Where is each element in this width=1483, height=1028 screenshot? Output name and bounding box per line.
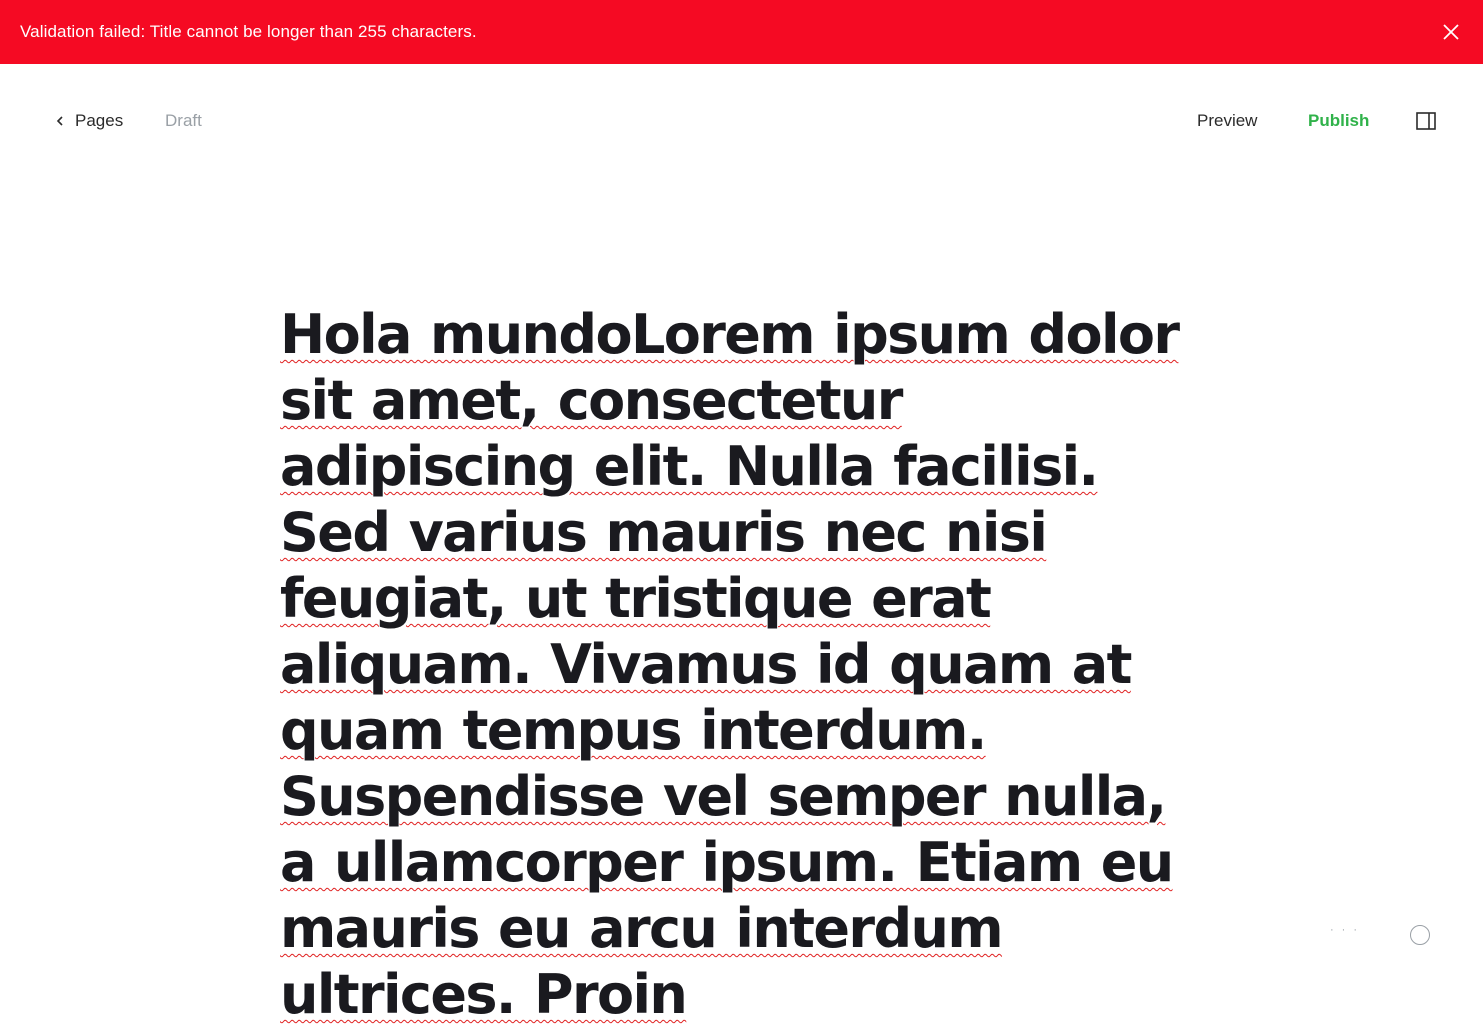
help-icon[interactable] <box>1410 925 1430 945</box>
editor-header <box>0 64 1483 180</box>
more-options-icon[interactable]: ··· <box>1330 924 1365 936</box>
preview-button[interactable]: Preview <box>1197 111 1258 130</box>
back-link-label: Pages <box>75 111 124 130</box>
chevron-left-icon <box>55 114 65 128</box>
error-message: Validation failed: Title cannot be longer than 255 characters. <box>20 22 477 41</box>
close-icon[interactable] <box>1441 22 1461 42</box>
validation-error-banner <box>0 0 1483 64</box>
title-editor[interactable] <box>280 302 1210 1026</box>
sidebar-panel-icon[interactable] <box>1416 112 1436 130</box>
publish-button[interactable]: Publish <box>1308 111 1370 130</box>
back-to-pages-link[interactable] <box>55 111 123 131</box>
post-title-input[interactable]: Hola mundoLorem ipsum dolor sit amet, consectetur adipiscing elit. Nulla facilisi. Sed varius mauris nec nisi feugiat, ut tristique erat aliquam. Vivamus id quam at quam tempus interdum. Suspendisse vel semper nulla, a ullamcorper ipsum. Etiam eu mauris eu arcu interdum ultrices. Proin <box>280 303 1179 1026</box>
status-label: Draft <box>165 111 202 130</box>
